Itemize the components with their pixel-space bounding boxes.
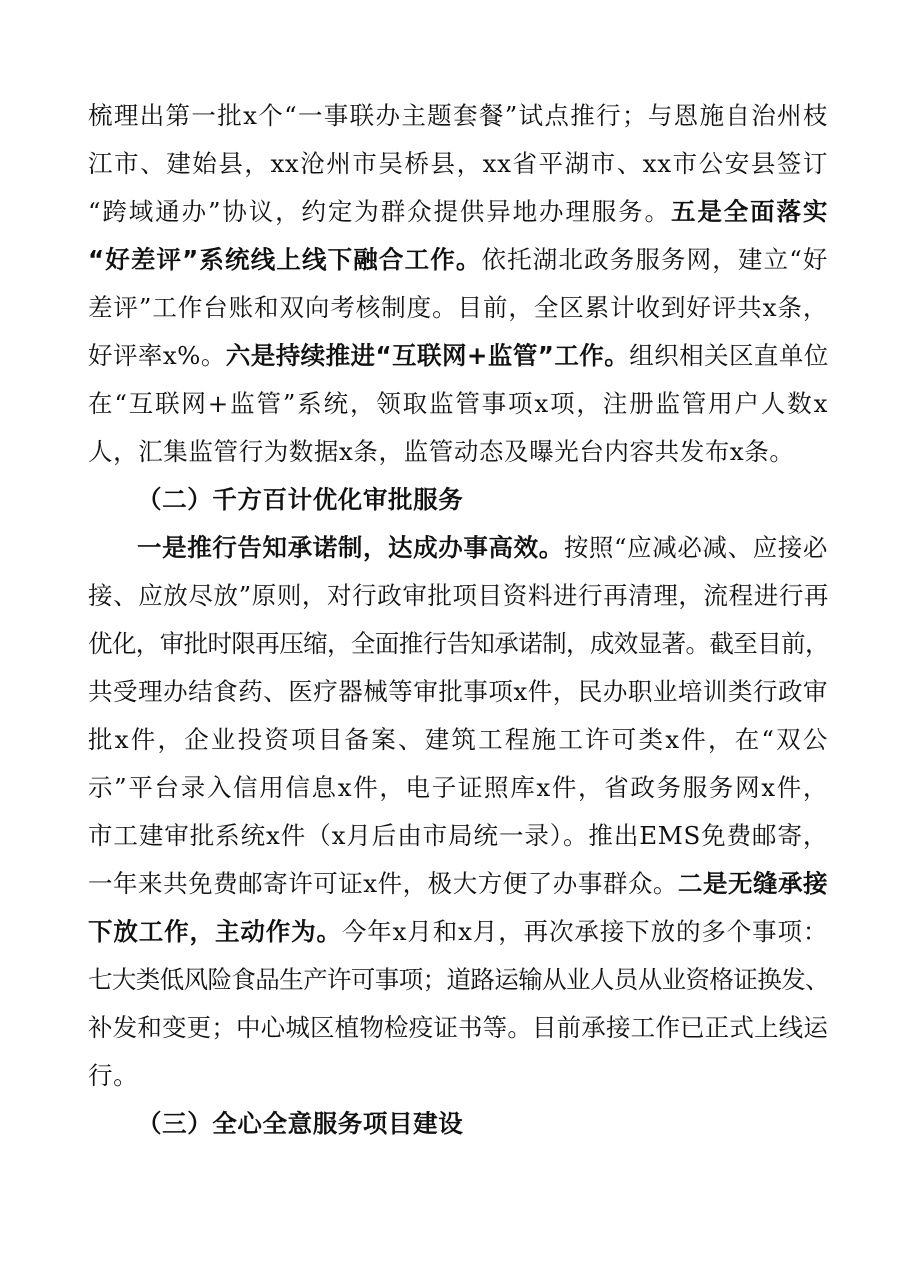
text-run: 江市、建始县，xx沧州市吴桥县，xx省平湖市、xx市公安县签订 xyxy=(88,149,828,178)
text-run: 组织相关区直单位 xyxy=(629,341,829,370)
text-run: 七大类低风险食品生产许可事项；道路运输从业人员从业资格证换发、 xyxy=(88,965,829,994)
text-line xyxy=(88,912,828,952)
bold-run: 六是持续推进“互联网+监管”工作。 xyxy=(225,341,630,370)
bold-run: 一是推行告知承诺制，达成办事高效。 xyxy=(137,533,564,562)
text-run: 在“互联网+监管”系统，领取监管事项x项，注册监管用户人数x xyxy=(88,389,828,418)
text-run: “跨域通办”协议，约定为群众提供异地办理服务。 xyxy=(88,197,671,226)
text-line xyxy=(88,432,828,472)
text-line xyxy=(88,816,828,856)
text-run: 一年来共免费邮寄许可证x件，极大方便了办事群众。 xyxy=(88,869,678,898)
text-run: 人，汇集监管行为数据x条，监管动态及曝光台内容共发布x条。 xyxy=(88,437,795,466)
section-heading xyxy=(137,480,637,520)
text-line xyxy=(88,336,828,376)
text-line xyxy=(88,288,828,328)
text-run: 补发和变更；中心城区植物检疫证书等。目前承接工作已正式上线运 xyxy=(88,1013,828,1042)
bold-run: 二是无缝承接 xyxy=(677,869,828,898)
text-run: 梳理出第一批x个“一事联办主题套餐”试点推行；与恩施自治州枝 xyxy=(88,101,828,130)
text-line xyxy=(88,768,828,808)
text-run: 优化，审批时限再压缩，全面推行告知承诺制，成效显著。截至目前， xyxy=(88,629,829,658)
text-run: 共受理办结食药、医疗器械等审批事项x件，民办职业培训类行政审 xyxy=(88,677,828,706)
text-line xyxy=(88,1056,828,1096)
text-run: 依托湖北政务服务网，建立“好 xyxy=(481,245,828,274)
text-run: 示”平台录入信用信息x件，电子证照库x件，省政务服务网x件， xyxy=(88,773,828,802)
text-line xyxy=(88,864,828,904)
text-line xyxy=(88,1008,828,1048)
text-line xyxy=(88,384,828,424)
text-run: 差评”工作台账和双向考核制度。目前，全区累计收到好评共x条， xyxy=(88,293,828,322)
text-line xyxy=(88,720,828,760)
text-line xyxy=(88,96,828,136)
text-run: 接、应放尽放”原则，对行政审批项目资料进行再清理，流程进行再 xyxy=(88,581,830,610)
bold-run: 下放工作，主动作为。 xyxy=(88,917,342,946)
text-run: 按照“应减必减、应接必 xyxy=(563,533,829,562)
text-run: 市工建审批系统x件（x月后由市局统一录）。推出EMS免费邮寄， xyxy=(88,821,828,850)
text-run: 好评率x%。 xyxy=(88,341,226,370)
heading-text: （三）全心全意服务项目建设 xyxy=(137,1109,464,1138)
text-line xyxy=(88,960,828,1000)
text-line xyxy=(88,240,828,280)
text-line xyxy=(88,192,828,232)
section-heading xyxy=(137,1104,637,1144)
text-line xyxy=(88,144,828,184)
text-line xyxy=(88,672,828,712)
text-run: 行。 xyxy=(88,1061,139,1090)
text-run: 今年x月和x月，再次承接下放的多个事项： xyxy=(341,917,828,946)
heading-text: （二）千方百计优化审批服务 xyxy=(137,485,464,514)
bold-run: “好差评”系统线上线下融合工作。 xyxy=(88,245,482,274)
text-line xyxy=(137,528,828,568)
bold-run: 五是全面落实 xyxy=(670,197,828,226)
text-line xyxy=(88,624,828,664)
text-run: 批x件，企业投资项目备案、建筑工程施工许可类x件，在“双公 xyxy=(88,725,828,754)
text-line xyxy=(88,576,828,616)
